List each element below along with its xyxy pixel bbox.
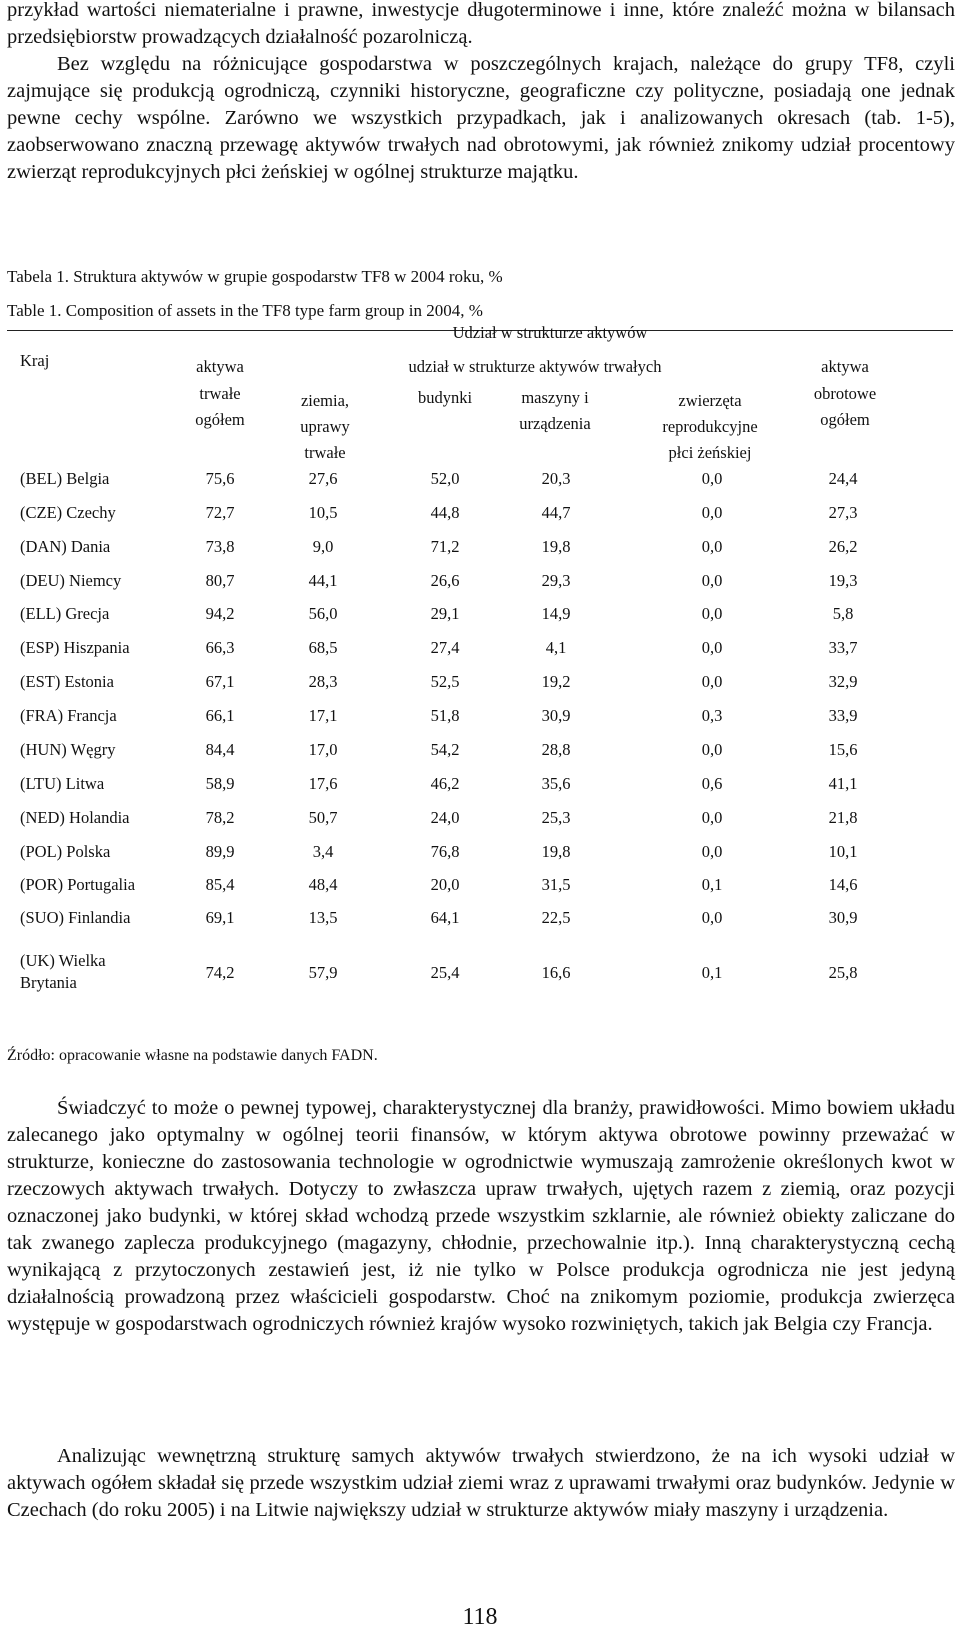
value-cell: 27,4 <box>430 638 460 657</box>
value-cell: 89,9 <box>205 842 235 861</box>
value-cell: 0,6 <box>701 774 723 793</box>
value-cell: 0,1 <box>701 963 723 982</box>
value-cell: 50,7 <box>308 808 338 827</box>
value-cell: 51,8 <box>430 706 460 725</box>
value-cell: 85,4 <box>205 875 235 894</box>
value-cell: 52,5 <box>430 672 460 691</box>
paragraph-1b-text: Bez względu na różnicujące gospodarstwa w poszczególnych krajach, należące do grupy TF8, czyli zajmujące się produkcją ogrodniczą, czynniki historyczne, geograficzne czy polityczne, posiadają one jednak pewne cechy wspólne. Zarówno we wszystkich przypadkach, jak i analizowanych okresach (tab. 1-5), zaobserwowano znaczną przewagę aktywów trwałych nad obrotowymi, jak również znikomy udział procentowy zwierząt reprodukcyjnych płci żeńskiej w ogólnej strukturze majątku. <box>7 53 955 183</box>
value-cell: 75,6 <box>205 469 235 488</box>
table-captions <box>7 260 503 328</box>
value-cell: 66,3 <box>205 638 235 657</box>
value-cell: 5,8 <box>832 604 854 623</box>
header-udzial-trwalych: udział w strukturze aktywów trwałych <box>408 357 662 376</box>
value-cell: 0,0 <box>701 740 723 759</box>
value-cell: 30,9 <box>541 706 571 725</box>
value-cell: 84,4 <box>205 740 235 759</box>
value-cell: 54,2 <box>430 740 460 759</box>
value-cell: 29,1 <box>430 604 460 623</box>
value-cell: 32,9 <box>828 672 858 691</box>
table-caption-pl: Tabela 1. Struktura aktywów w grupie gospodarstw TF8 w 2004 roku, % <box>7 267 503 286</box>
value-cell: 0,0 <box>701 672 723 691</box>
header-budynki: budynki <box>417 388 473 407</box>
table-caption-en: Table 1. Composition of assets in the TF8 type farm group in 2004, % <box>7 301 483 320</box>
value-cell: 72,7 <box>205 503 235 522</box>
value-cell: 74,2 <box>205 963 235 982</box>
value-cell: 20,3 <box>541 469 571 488</box>
value-cell: 28,8 <box>541 740 571 759</box>
value-cell: 52,0 <box>430 469 460 488</box>
paragraph-1b <box>7 51 955 186</box>
value-cell: 80,7 <box>205 571 235 590</box>
body-paragraph-1 <box>7 0 955 186</box>
value-cell: 44,1 <box>308 571 338 590</box>
value-cell: 25,4 <box>430 963 460 982</box>
value-cell: 56,0 <box>308 604 338 623</box>
value-cell: 14,9 <box>541 604 571 623</box>
value-cell: 28,3 <box>308 672 338 691</box>
value-cell: 0,0 <box>701 908 723 927</box>
value-cell: 27,6 <box>308 469 338 488</box>
value-cell: 22,5 <box>541 908 571 927</box>
country-cell: (BEL) Belgia <box>20 469 110 488</box>
header-trwale-ogolem: trwałe ogółem <box>195 384 245 429</box>
value-cell: 0,0 <box>701 604 723 623</box>
value-cell: 19,2 <box>541 672 571 691</box>
value-cell: 17,0 <box>308 740 338 759</box>
value-cell: 0,0 <box>701 571 723 590</box>
value-cell: 44,8 <box>430 503 460 522</box>
country-cell: (FRA) Francja <box>20 706 117 725</box>
value-cell: 78,2 <box>205 808 235 827</box>
value-cell: 13,5 <box>308 908 338 927</box>
country-cell: (POL) Polska <box>20 842 111 861</box>
value-cell: 24,4 <box>828 469 858 488</box>
body-paragraph-3: Analizując wewnętrzną strukturę samych aktywów trwałych stwierdzono, że na ich wysoki udział w aktywach ogółem składał się przede wszystkim udział ziemi wraz z uprawami trwałymi oraz budynków. Jedynie w Czechach (do roku 2005) i na Litwie największy udział w strukturze aktywów miały maszyny i urządzenia. <box>7 1445 955 1521</box>
value-cell: 26,2 <box>828 537 858 556</box>
header-udzial: Udział w strukturze aktywów <box>452 323 648 342</box>
value-cell: 33,7 <box>828 638 858 657</box>
country-cell: (POR) Portugalia <box>20 875 136 894</box>
value-cell: 76,8 <box>430 842 460 861</box>
value-cell: 19,8 <box>541 537 571 556</box>
value-cell: 0,0 <box>701 469 723 488</box>
header-obrotowe-ogolem: obrotowe ogółem <box>813 384 877 429</box>
paragraph-1-continuation: przykład wartości niematerialne i prawne, inwestycje długoterminowe i inne, które znaleźć można w bilansach przedsiębiorstw prowadzących działalność pozarolniczą. <box>7 0 955 48</box>
header-maszyny: maszyny i urządzenia <box>519 388 591 433</box>
table-source-note: Źródło: opracowanie własne na podstawie danych FADN. <box>7 1047 378 1064</box>
value-cell: 9,0 <box>312 537 334 556</box>
value-cell: 10,5 <box>308 503 338 522</box>
header-aktywa-trwale: aktywa <box>196 357 244 376</box>
value-cell: 0,0 <box>701 808 723 827</box>
value-cell: 41,1 <box>828 774 858 793</box>
value-cell: 57,9 <box>308 963 338 982</box>
value-cell: 0,0 <box>701 842 723 861</box>
value-cell: 17,1 <box>308 706 338 725</box>
value-cell: 4,1 <box>545 638 567 657</box>
value-cell: 29,3 <box>541 571 571 590</box>
value-cell: 71,2 <box>430 537 460 556</box>
country-cell: (CZE) Czechy <box>20 503 116 522</box>
value-cell: 30,9 <box>828 908 858 927</box>
value-cell: 21,8 <box>828 808 858 827</box>
value-cell: 94,2 <box>205 604 235 623</box>
value-cell: 25,8 <box>828 963 858 982</box>
value-cell: 68,5 <box>308 638 338 657</box>
value-cell: 64,1 <box>430 908 460 927</box>
value-cell: 10,1 <box>828 842 858 861</box>
value-cell: 15,6 <box>828 740 858 759</box>
value-cell: 31,5 <box>541 875 571 894</box>
value-cell: 0,0 <box>701 503 723 522</box>
value-cell: 19,8 <box>541 842 571 861</box>
body-paragraph-2: Świadczyć to może o pewnej typowej, charakterystycznej dla branży, prawidłowości. Mimo bowiem układu zalecanego jako optymalny w ogólnej teorii finansów, w którym aktywa obrotowe powinny przeważać w strukturze, konieczne do zastosowania technologie w ogrodnictwie wymuszają zamrożenie określonych kwot w rzeczowych aktywach trwałych. Dotyczy to zwłaszcza upraw trwałych, ujętych razem z ziemią, oraz pozycji oznaczonej jako budynki, w której skład wchodzą przede wszystkim szklarnie, ale również obiekty zaliczane do tak zwanego zaplecza produkcyjnego (magazyny, chłodnie, przechowalnie itp.). Inną charakterystyczną cechą wynikającą z przytoczonych zestawień jest, iż nie tylko w Polsce produkcja ogrodnicza nie jest jedyną działalnością prowadzoną przez właścicieli gospodarstw. Choć na znikomym poziomie, produkcja zwierzęca występuje w gospodarstwach ogrodniczych również krajów wysoko rozwiniętych, takich jak Belgia czy Francja. <box>7 1097 955 1335</box>
country-cell: (HUN) Węgry <box>20 740 116 759</box>
value-cell: 58,9 <box>205 774 235 793</box>
value-cell: 46,2 <box>430 774 460 793</box>
value-cell: 25,3 <box>541 808 571 827</box>
country-cell: (EST) Estonia <box>20 672 114 691</box>
value-cell: 44,7 <box>541 503 571 522</box>
value-cell: 0,0 <box>701 537 723 556</box>
value-cell: 33,9 <box>828 706 858 725</box>
value-cell: 0,3 <box>701 706 723 725</box>
value-cell: 26,6 <box>430 571 460 590</box>
header-ziemia: ziemia, uprawy trwałe <box>300 391 350 462</box>
value-cell: 14,6 <box>828 875 858 894</box>
value-cell: 27,3 <box>828 503 858 522</box>
country-cell: (LTU) Litwa <box>20 774 105 793</box>
country-cell: (UK) Wielka Brytania <box>20 951 106 992</box>
value-cell: 0,1 <box>701 875 723 894</box>
value-cell: 24,0 <box>430 808 460 827</box>
value-cell: 0,0 <box>701 638 723 657</box>
country-cell: (NED) Holandia <box>20 808 130 827</box>
country-cell: (SUO) Finlandia <box>20 908 131 927</box>
country-cell: (ELL) Grecja <box>20 604 110 623</box>
value-cell: 16,6 <box>541 963 571 982</box>
country-cell: (DEU) Niemcy <box>20 571 122 590</box>
value-cell: 48,4 <box>308 875 338 894</box>
value-cell: 67,1 <box>205 672 235 691</box>
value-cell: 66,1 <box>205 706 235 725</box>
page-number: 118 <box>462 1604 498 1630</box>
header-zwierzeta: zwierzęta reprodukcyjne płci żeńskiej <box>662 391 758 462</box>
value-cell: 19,3 <box>828 571 858 590</box>
value-cell: 73,8 <box>205 537 235 556</box>
country-cell: (DAN) Dania <box>20 537 111 556</box>
country-cell: (ESP) Hiszpania <box>20 638 130 657</box>
header-aktywa-obrotowe: aktywa <box>821 357 869 376</box>
value-cell: 69,1 <box>205 908 235 927</box>
value-cell: 20,0 <box>430 875 460 894</box>
value-cell: 17,6 <box>308 774 338 793</box>
value-cell: 3,4 <box>312 842 334 861</box>
value-cell: 35,6 <box>541 774 571 793</box>
header-kraj: Kraj <box>20 351 50 370</box>
